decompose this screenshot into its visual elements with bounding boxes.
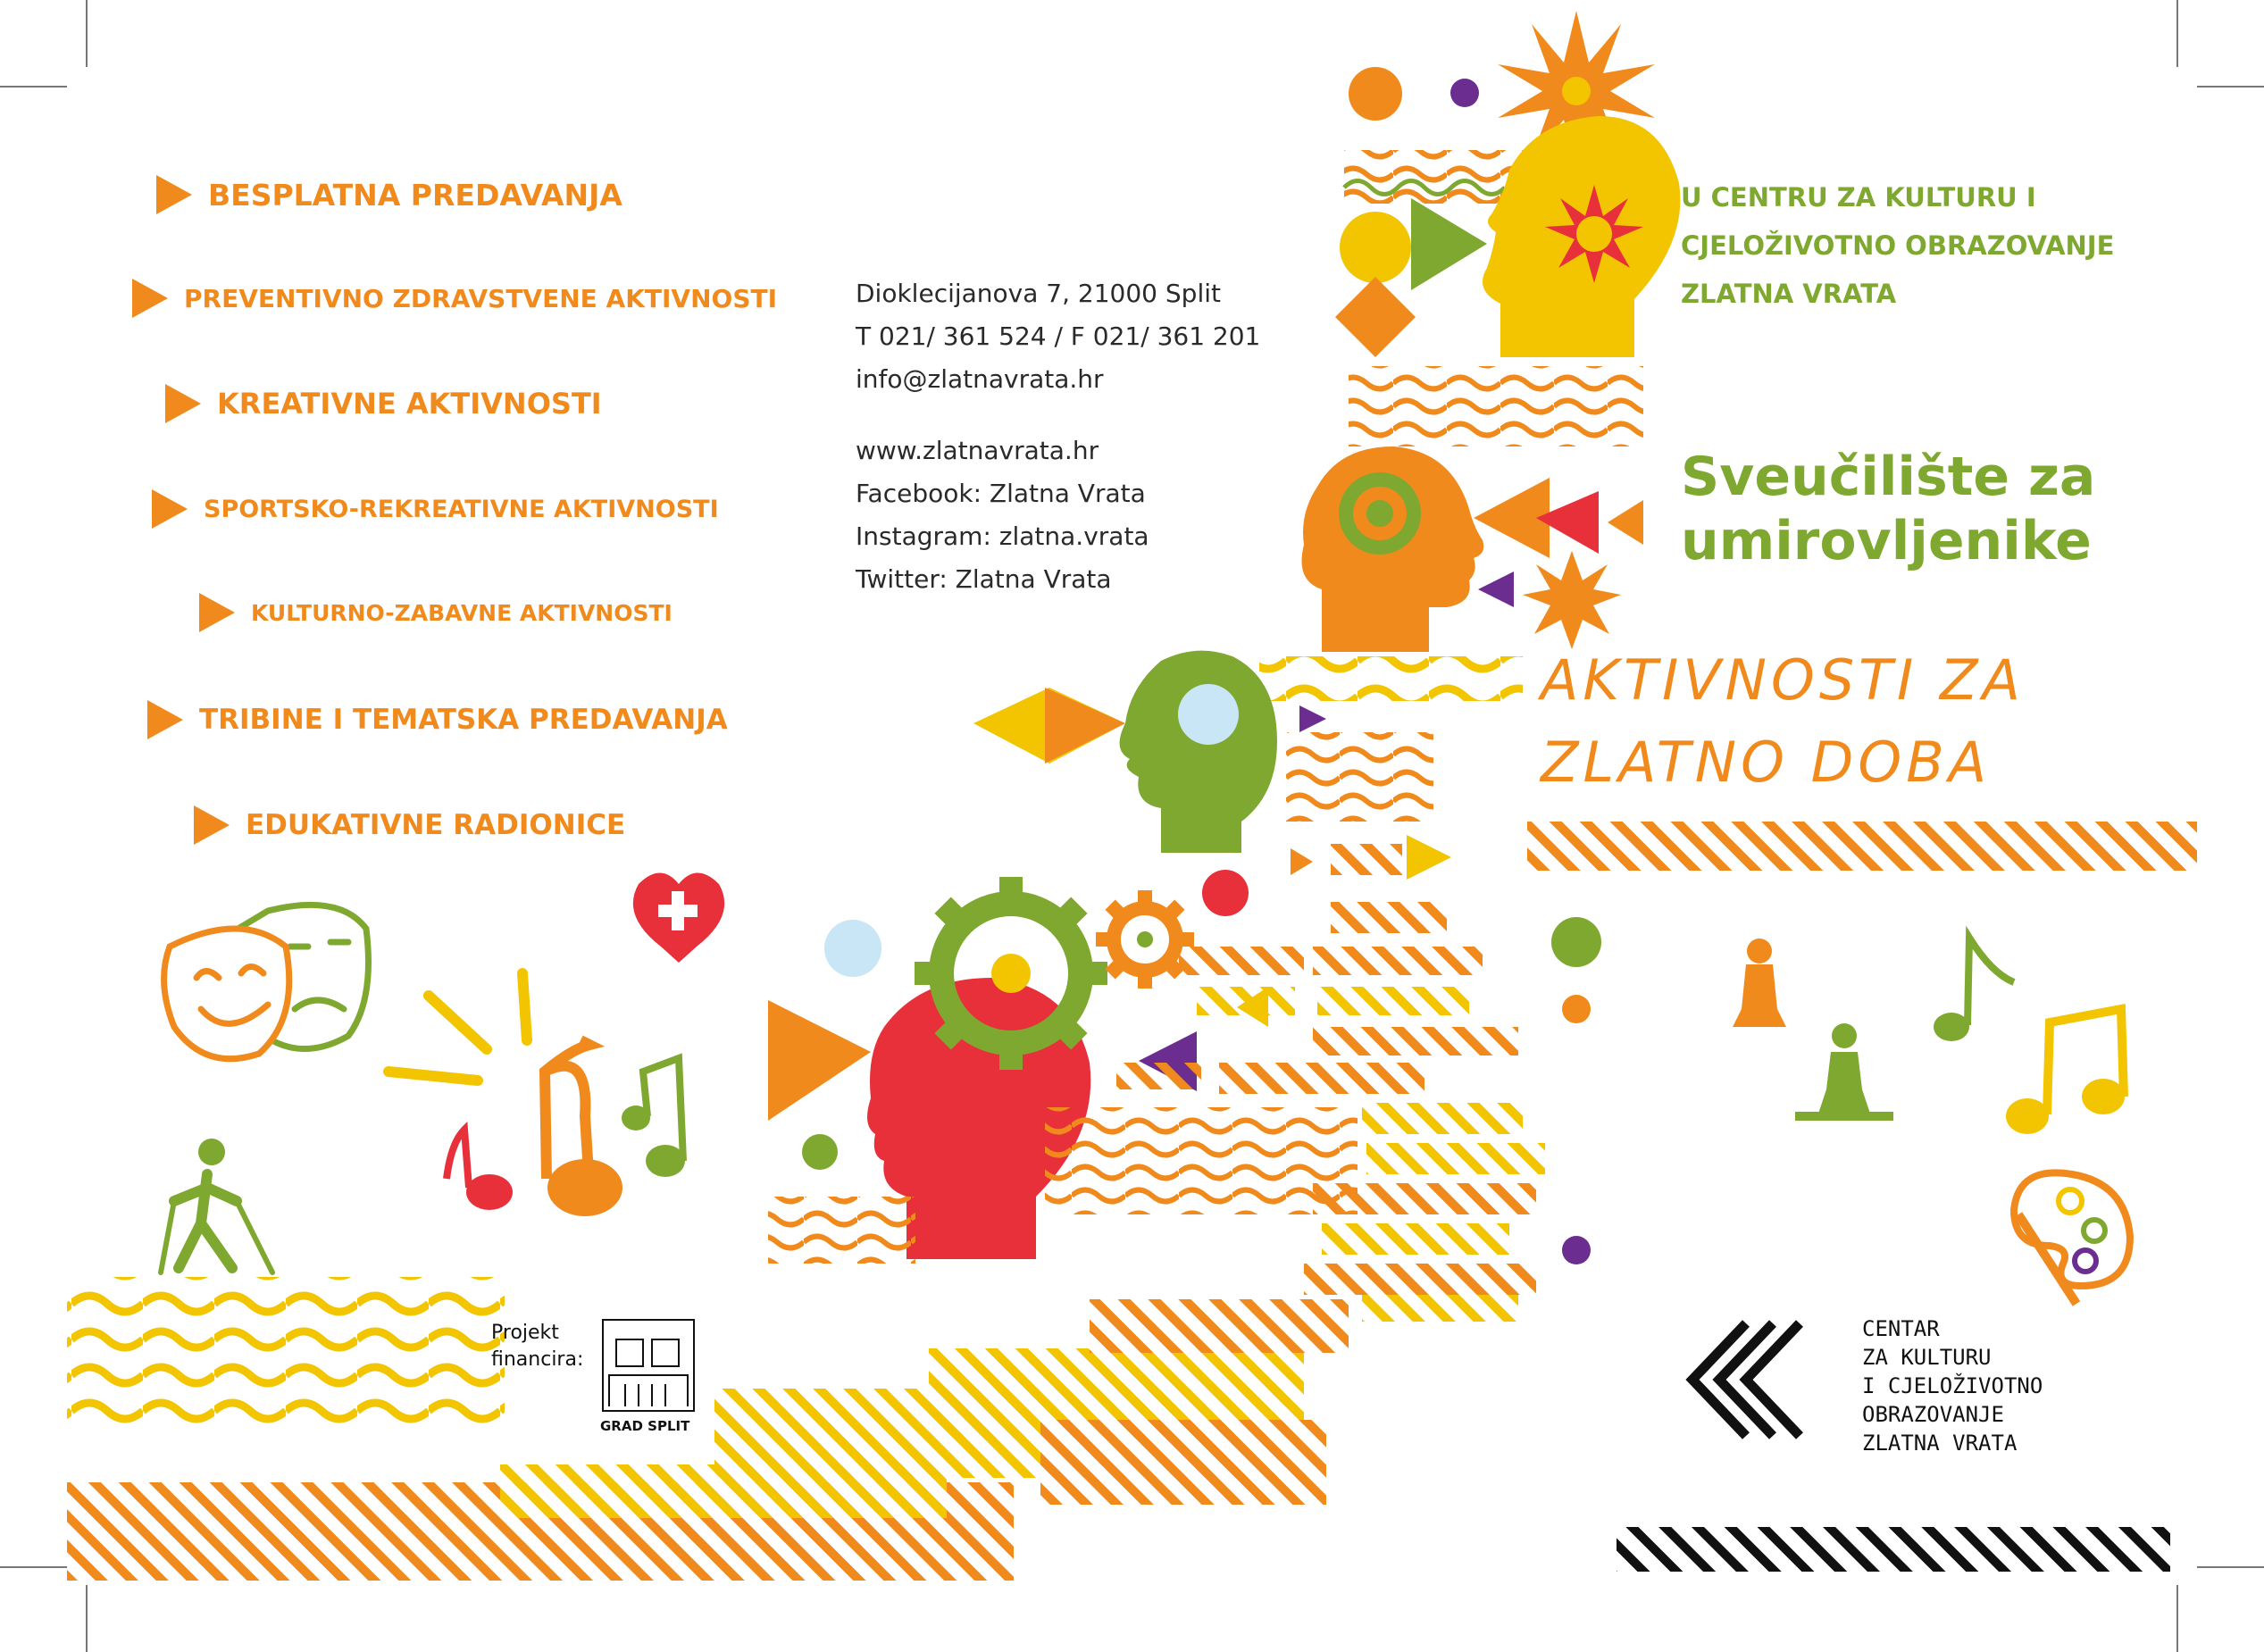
- activity-item: [199, 593, 673, 632]
- activity-item: [156, 175, 622, 214]
- twitter-link[interactable]: Twitter: Zlatna Vrata: [856, 564, 1112, 594]
- activity-label: SPORTSKO-REKREATIVNE AKTIVNOSTI: [204, 495, 719, 523]
- venue-line: CJELOŽIVOTNO OBRAZOVANJE: [1681, 230, 2115, 261]
- activity-label: EDUKATIVNE RADIONICE: [246, 809, 626, 841]
- venue-line: ZLATNA VRATA: [1681, 279, 1897, 309]
- title-line: umirovljenike: [1681, 510, 2092, 572]
- triangle-bullet-icon: [152, 489, 188, 529]
- activity-item: [132, 279, 777, 318]
- subtitle: [1541, 639, 2025, 804]
- logo-line: OBRAZOVANJE: [1862, 1402, 2004, 1427]
- head-icon: [1120, 651, 1277, 853]
- activity-item: [194, 805, 625, 845]
- venue-line: U CENTRU ZA KULTURU I: [1681, 182, 2036, 213]
- title-line: Sveučilište za: [1681, 446, 2096, 508]
- activity-item: [152, 489, 719, 529]
- purple-dot: [1450, 79, 1479, 107]
- logo-line: I CJELOŽIVOTNO: [1862, 1373, 2043, 1398]
- instagram-link[interactable]: Instagram: zlatna.vrata: [856, 521, 1149, 551]
- subtitle-line: ZLATNO DOBA: [1541, 730, 1992, 795]
- facebook-link[interactable]: Facebook: Zlatna Vrata: [856, 479, 1146, 508]
- venue-heading: [1681, 173, 2114, 318]
- chevron-logo-icon: [1692, 1323, 1800, 1436]
- activity-label: KREATIVNE AKTIVNOSTI: [217, 387, 602, 421]
- head-icon: [1302, 446, 1484, 652]
- activity-label: BESPLATNA PREDAVANJA: [208, 177, 622, 213]
- city-name: GRAD SPLIT: [600, 1418, 690, 1434]
- triangle-bullet-icon: [132, 279, 168, 318]
- triangle-bullet-icon: [199, 593, 235, 632]
- triangle-bullet-icon: [194, 805, 230, 845]
- funding-line: financira:: [491, 1348, 584, 1371]
- phone: T 021/ 361 524 / F 021/ 361 201: [856, 321, 1261, 351]
- theatre-masks-icon: [164, 905, 369, 1058]
- activity-label: KULTURNO-ZABAVNE AKTIVNOSTI: [251, 599, 673, 626]
- chess-icon: [1733, 939, 1893, 1121]
- triangle-bullet-icon: [165, 384, 201, 423]
- activity-item: [165, 384, 602, 423]
- gear-icon: [915, 877, 1107, 1070]
- logo-line: CENTAR: [1862, 1316, 1940, 1341]
- city-crest-icon: [603, 1320, 694, 1411]
- funding-line: Projekt: [491, 1322, 559, 1344]
- funding-label: [491, 1320, 583, 1373]
- contact-block: [856, 272, 1260, 601]
- address: Dioklecijanova 7, 21000 Split: [856, 279, 1221, 308]
- music-notes-icon: [388, 973, 685, 1216]
- music-notes-icon: [1934, 938, 2125, 1134]
- logo-line: ZLATNA VRATA: [1862, 1431, 2018, 1456]
- yellow-dot: [1340, 212, 1411, 283]
- palette-icon: [2014, 1172, 2130, 1304]
- subtitle-line: AKTIVNOSTI ZA: [1541, 647, 2025, 713]
- triangle-bullet-icon: [147, 700, 183, 739]
- orange-dot: [1349, 67, 1402, 121]
- logo-line: ZA KULTURU: [1862, 1345, 1992, 1370]
- heart-cross-icon: [633, 873, 724, 964]
- walker-icon: [161, 1139, 272, 1272]
- activity-label: PREVENTIVNO ZDRAVSTVENE AKTIVNOSTI: [184, 283, 778, 313]
- activity-label: TRIBINE I TEMATSKA PREDAVANJA: [199, 704, 728, 736]
- website-link[interactable]: www.zlatnavrata.hr: [856, 436, 1099, 465]
- triangle-bullet-icon: [156, 175, 192, 214]
- email-link[interactable]: info@zlatnavrata.hr: [856, 364, 1104, 394]
- activity-item: [147, 700, 728, 739]
- page-title: [1681, 445, 2095, 573]
- organization-logo-text: [1862, 1314, 2043, 1457]
